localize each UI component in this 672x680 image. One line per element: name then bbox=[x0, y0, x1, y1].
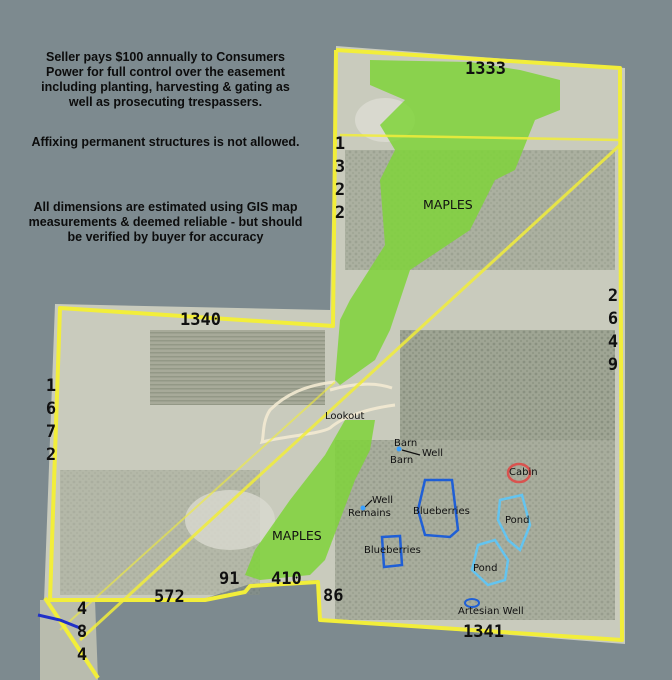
barn-well-well-label: Well bbox=[422, 448, 444, 459]
woods-east bbox=[400, 330, 615, 440]
dim-left-side: 1672 bbox=[45, 376, 57, 465]
barn-label: Barn bbox=[394, 438, 418, 449]
dim-top: 1333 bbox=[465, 59, 506, 79]
barn-well-barn-label: Barn bbox=[390, 455, 414, 466]
dim-right-side: 2649 bbox=[607, 286, 619, 375]
structures-note: Affixing permanent structures is not allowed. bbox=[31, 135, 300, 149]
blueberries-2-label: Blueberries bbox=[364, 545, 421, 556]
artesian-well-label: Artesian Well bbox=[458, 606, 524, 617]
blueberries-1-label: Blueberries bbox=[413, 506, 470, 517]
cabin-label: Cabin bbox=[509, 467, 538, 478]
well-label: Well bbox=[372, 495, 394, 506]
remains-label: Remains bbox=[348, 508, 391, 519]
woods-southeast bbox=[335, 440, 615, 620]
pond-2-label: Pond bbox=[473, 563, 498, 574]
tree-rows-west bbox=[150, 330, 325, 405]
dim-notch-left: 91 bbox=[219, 569, 240, 589]
dim-notch-bottom: 410 bbox=[271, 569, 302, 589]
maples-south-label: MAPLES bbox=[272, 528, 322, 543]
maples-north-label: MAPLES bbox=[423, 197, 473, 212]
pond-1-label: Pond bbox=[505, 515, 530, 526]
easement-note: Seller pays $100 annually to Consumers Power for full control over the easement including planting, harvesting & gating as well as prosecuting trespassers. bbox=[41, 50, 290, 109]
dim-bottom-left: 572 bbox=[154, 587, 185, 607]
dim-notch-right: 86 bbox=[323, 586, 344, 606]
dimensions-note: All dimensions are estimated using GIS map measurements & deemed reliable - but should be verified by buyer for accuracy bbox=[28, 200, 303, 244]
dim-mid-left-top: 1340 bbox=[180, 310, 221, 330]
dim-upper-left-side: 1322 bbox=[334, 134, 346, 223]
dim-bottom: 1341 bbox=[463, 622, 504, 642]
lookout-label: Lookout bbox=[325, 411, 365, 422]
dim-corner: 484 bbox=[76, 599, 88, 665]
